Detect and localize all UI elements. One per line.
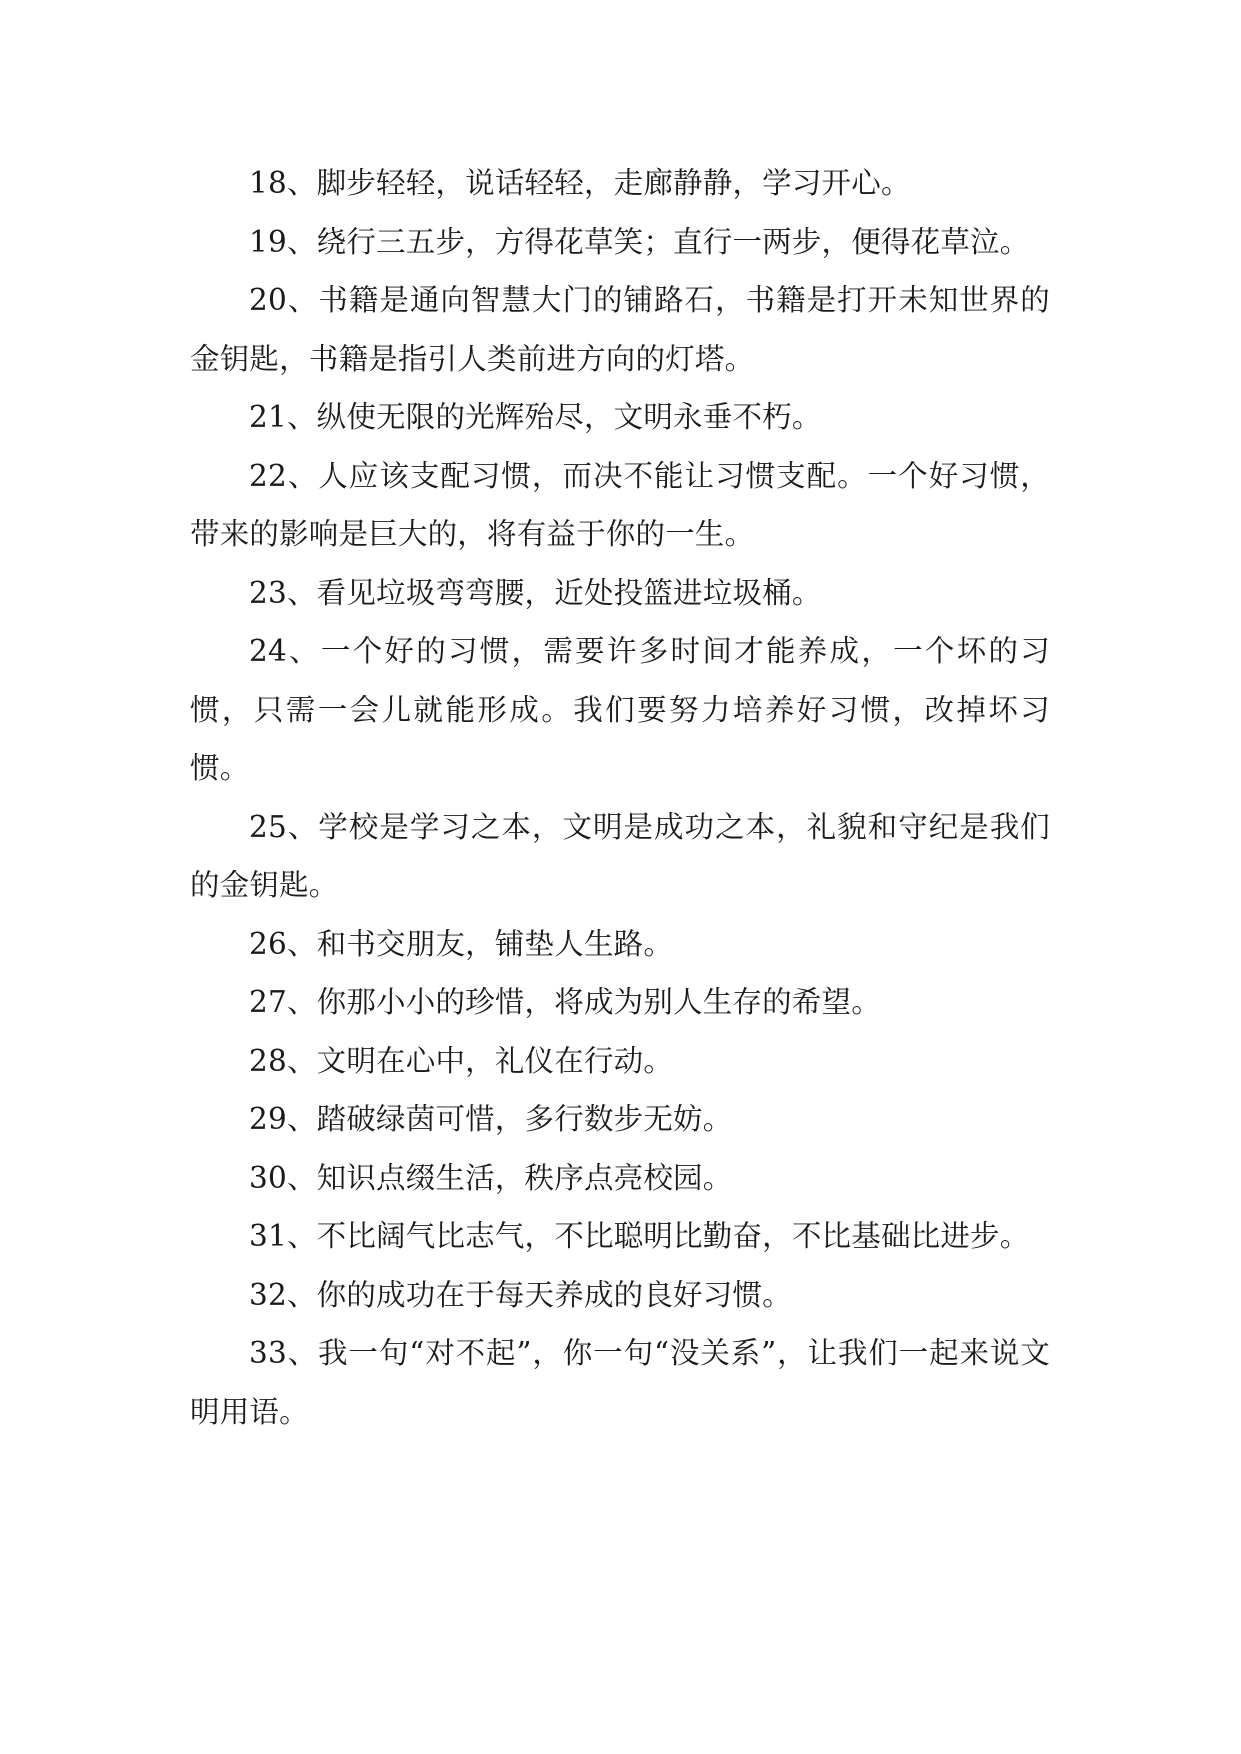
paragraph-26: 26、和书交朋友，铺垫人生路。 — [249, 926, 674, 961]
paragraph-24: 24、一个好的习惯，需要许多时间才能养成，一个坏的习惯，只需一会儿就能形成。我们要努力培养好习惯，改掉坏习惯。 — [190, 634, 1050, 785]
paragraph-28: 28、文明在心中，礼仪在行动。 — [249, 1043, 674, 1078]
document-body — [190, 154, 1050, 1441]
paragraph-18: 18、脚步轻轻，说话轻轻，走廊静静，学习开心。 — [249, 166, 911, 200]
paragraph-22: 22、人应该支配习惯，而决不能让习惯支配。一个好习惯，带来的影响是巨大的，将有益于你的一生。 — [190, 458, 1050, 551]
paragraph-27: 27、你那小小的珍惜，将成为别人生存的希望。 — [249, 985, 881, 1019]
paragraph-23: 23、看见垃圾弯弯腰，近处投篮进垃圾桶。 — [249, 575, 822, 610]
paragraph-31: 31、不比阔气比志气，不比聪明比勤奋，不比基础比进步。 — [249, 1219, 1030, 1253]
paragraph-30: 30、知识点缀生活，秩序点亮校园。 — [249, 1160, 733, 1195]
paragraph-29: 29、踏破绿茵可惜，多行数步无妨。 — [249, 1102, 733, 1136]
paragraph-21: 21、纵使无限的光辉殆尽，文明永垂不朽。 — [249, 400, 822, 434]
paragraph-25: 25、学校是学习之本，文明是成功之本，礼貌和守纪是我们的金钥匙。 — [190, 809, 1050, 902]
paragraph-20: 20、书籍是通向智慧大门的铺路石，书籍是打开未知世界的金钥匙，书籍是指引人类前进方向的灯塔。 — [190, 283, 1050, 376]
paragraph-33: 33、我一句“对不起”，你一句“没关系”，让我们一起来说文明用语。 — [190, 1336, 1050, 1429]
paragraph-19: 19、绕行三五步，方得花草笑；直行一两步，便得花草泣。 — [249, 224, 1030, 259]
paragraph-32: 32、你的成功在于每天养成的良好习惯。 — [249, 1277, 792, 1312]
